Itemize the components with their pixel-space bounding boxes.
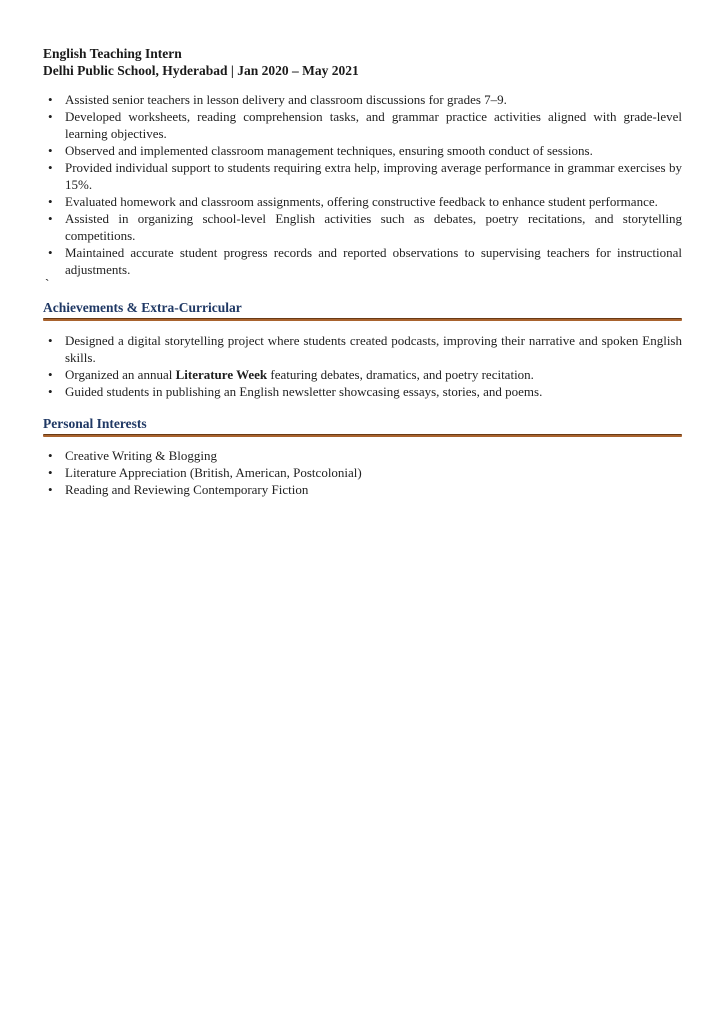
list-item [43, 159, 682, 193]
bullet-marker: • [48, 245, 53, 260]
list-item [43, 383, 682, 400]
section-divider [43, 318, 682, 321]
bullet-text [65, 366, 682, 383]
bullet-marker: • [48, 482, 53, 497]
bullet-text-part: featuring debates, dramatics, and poetry recitation. [267, 367, 534, 382]
experience-bullet-list [43, 91, 682, 278]
bullet-text: Reading and Reviewing Contemporary Fiction [65, 482, 309, 497]
section-personal-interests [43, 416, 682, 498]
bullet-marker: • [48, 160, 53, 175]
bullet-text: Maintained accurate student progress records and reported observations to supervising teachers for instructional adjustments. [65, 245, 682, 277]
achievements-bullet-list [43, 332, 682, 400]
bullet-marker: • [48, 109, 53, 124]
section-heading: Personal Interests [43, 416, 147, 431]
bullet-marker: • [48, 194, 53, 209]
bullet-text: Literature Appreciation (British, American, Postcolonial) [65, 465, 362, 480]
bullet-text: Provided individual support to students requiring extra help, improving average performance in grammar exercises by 15%. [65, 160, 682, 192]
bullet-marker: • [48, 384, 53, 399]
list-item [43, 91, 682, 108]
bullet-text: Creative Writing & Blogging [65, 448, 217, 463]
bullet-marker: • [48, 211, 53, 226]
bullet-marker: • [48, 92, 53, 107]
section-heading: Achievements & Extra-Curricular [43, 300, 242, 315]
bullet-marker: • [48, 333, 53, 348]
bullet-text: Evaluated homework and classroom assignments, offering constructive feedback to enhance student performance. [65, 194, 658, 209]
bullet-marker: • [48, 465, 53, 480]
bullet-text: Assisted senior teachers in lesson delivery and classroom discussions for grades 7–9. [65, 92, 507, 107]
list-item [43, 332, 682, 366]
bullet-text-part: Designed a digital storytelling project where students created podcasts, improving their narrative and spoken English skills. [65, 333, 682, 365]
list-item [43, 210, 682, 244]
bullet-text-part: Organized an annual [65, 367, 176, 382]
list-item [43, 244, 682, 278]
personal-interests-bullet-list [43, 447, 682, 498]
section-achievements [43, 300, 682, 400]
list-item [43, 108, 682, 142]
bullet-text: Developed worksheets, reading comprehension tasks, and grammar practice activities aligned with grade-level learning objectives. [65, 109, 682, 141]
bullet-marker: • [48, 367, 53, 382]
list-item [43, 366, 682, 383]
section-divider [43, 434, 682, 437]
job-subtitle: Delhi Public School, Hyderabad | Jan 2020 – May 2021 [43, 63, 359, 78]
stray-character: ` [45, 276, 50, 291]
list-item [43, 447, 682, 464]
bullet-text-bold: Literature Week [175, 367, 268, 382]
bullet-marker: • [48, 448, 53, 463]
bullet-text-part: Guided students in publishing an English newsletter showcasing essays, stories, and poems. [65, 384, 543, 399]
bullet-text [65, 332, 682, 366]
list-item [43, 193, 682, 210]
bullet-marker: • [48, 143, 53, 158]
list-item [43, 481, 682, 498]
bullet-text: Assisted in organizing school-level English activities such as debates, poetry recitations, and storytelling competitions. [65, 211, 682, 243]
list-item [43, 142, 682, 159]
bullet-text: Observed and implemented classroom management techniques, ensuring smooth conduct of sessions. [65, 143, 593, 158]
job-title: English Teaching Intern [43, 46, 182, 61]
resume-page [43, 45, 682, 498]
bullet-text [65, 383, 682, 400]
list-item [43, 464, 682, 481]
